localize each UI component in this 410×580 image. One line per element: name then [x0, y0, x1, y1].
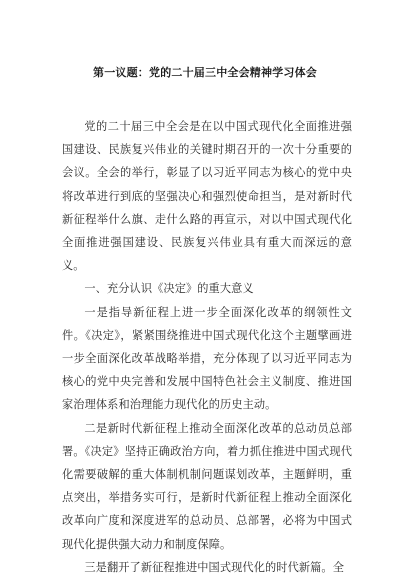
section-heading: 一、充分认识《决定》的重大意义 — [84, 282, 254, 296]
paragraph-intro: 党的二十届三中全会是在以中国式现代化全面推进强国建设、民族复兴伟业的关键时期召开的一次十分重要的会议。全会的举行，彰显了以习近平同志为核心的党中央将改革进行到底的坚强决心和强烈使命担当，是对新时代新征程举什么旗、走什么路的再宣示，对以中国式现代化全面推进强国建设、民族复兴伟业具有重大而深远的意义。 — [62, 120, 352, 273]
paragraph-point-two: 二是新时代新征程上推动全面深化改革的总动员总部署。《决定》坚持正确政治方向，着力抓住推进中国式现代化需要破解的重大体制机制问题谋划改革，主题鲜明，重点突出，举措务实可行，是新时代新征程上推动全面深化改革向广度和深度进军的总动员、总部署，必将为中国式现代化提供强大动力和制度保障。 — [62, 421, 352, 551]
paragraph-point-three: 三是翻开了新征程推进中国式现代化的时代新篇。全 — [84, 560, 345, 574]
document-body — [62, 115, 352, 579]
document-title: 第一议题：党的二十届三中全会精神学习体会 — [93, 66, 317, 79]
paragraph-point-one: 一是指导新征程上进一步全面深化改革的纲领性文件。《决定》，紧紧围绕推进中国式现代化这个主题擘画进一步全面深化改革战略举措，充分体现了以习近平同志为核心的党中央完善和发展中国特色社会主义制度、推进国家治理体系和治理能力现代化的历史主动。 — [62, 305, 352, 412]
